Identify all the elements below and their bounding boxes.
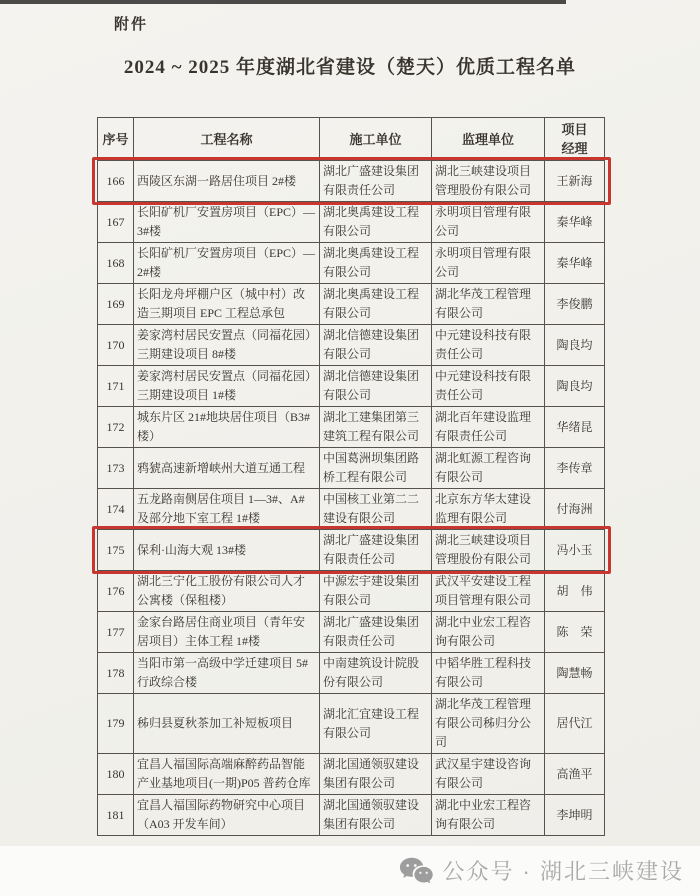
- supervision-unit-cell: 湖北中业宏工程咨询有限公司: [432, 612, 545, 653]
- project-name-cell: 城东片区 21#地块居住项目（B3#楼）: [134, 407, 320, 448]
- table-row: [98, 612, 605, 653]
- project-manager-cell: 冯小玉: [545, 530, 605, 571]
- project-name-cell: 当阳市第一高级中学迁建项目 5#行政综合楼: [134, 653, 320, 694]
- project-name-cell: 五龙路南侧居住项目 1—3#、A#及部分地下室工程 1#楼: [134, 489, 320, 530]
- col-header-supervisor: 监理单位: [432, 118, 545, 161]
- table-row: [98, 243, 605, 284]
- row-number: 177: [98, 612, 134, 653]
- row-number: 173: [98, 448, 134, 489]
- project-name-cell: 宜昌人福国际药物研究中心项目（A03 开发车间）: [134, 795, 320, 836]
- supervision-unit-cell: 永明项目管理有限公司: [432, 202, 545, 243]
- project-name-cell: 姜家湾村居民安置点（同福花园）三期建设项目 8#楼: [134, 325, 320, 366]
- col-header-project: 工程名称: [134, 118, 320, 161]
- construction-unit-cell: 湖北广盛建设集团有限责任公司: [320, 161, 432, 202]
- construction-unit-cell: 湖北奥禹建设工程有限公司: [320, 284, 432, 325]
- row-number: 174: [98, 489, 134, 530]
- table-row: [98, 325, 605, 366]
- row-number: 167: [98, 202, 134, 243]
- table-header: [98, 118, 605, 161]
- col-header-index: 序号: [98, 118, 134, 161]
- project-manager-cell: 李俊鹏: [545, 284, 605, 325]
- construction-unit-cell: 中南建筑设计院股份有限公司: [320, 653, 432, 694]
- construction-unit-cell: 中国核工业第二二建设有限公司: [320, 489, 432, 530]
- projects-table: [97, 117, 605, 836]
- wechat-watermark: [399, 855, 684, 886]
- construction-unit-cell: 湖北工建集团第三建筑工程有限公司: [320, 407, 432, 448]
- row-number: 175: [98, 530, 134, 571]
- table-row: [98, 161, 605, 202]
- project-manager-cell: 高渔平: [545, 754, 605, 795]
- supervision-unit-cell: 中元建设科技有限责任公司: [432, 325, 545, 366]
- supervision-unit-cell: 湖北百年建设监理有限责任公司: [432, 407, 545, 448]
- table-row: [98, 694, 605, 754]
- project-name-cell: 湖北三宁化工股份有限公司人才公寓楼（保租楼）: [134, 571, 320, 612]
- row-number: 166: [98, 161, 134, 202]
- table-row: [98, 530, 605, 571]
- supervision-unit-cell: 湖北三峡建设项目管理股份有限公司: [432, 161, 545, 202]
- scan-edge-artifact: [0, 0, 566, 4]
- table-row: [98, 407, 605, 448]
- supervision-unit-cell: 武汉星宇建设咨询有限公司: [432, 754, 545, 795]
- construction-unit-cell: 湖北奥禹建设工程有限公司: [320, 202, 432, 243]
- row-number: 169: [98, 284, 134, 325]
- table-row: [98, 284, 605, 325]
- supervision-unit-cell: 湖北华茂工程管理有限公司: [432, 284, 545, 325]
- construction-unit-cell: 中源宏宇建设集团有限公司: [320, 571, 432, 612]
- header-row: [98, 118, 605, 161]
- project-manager-cell: 胡 伟: [545, 571, 605, 612]
- project-name-cell: 保利·山海大观 13#楼: [134, 530, 320, 571]
- project-name-cell: 宜昌人福国际高端麻醉药品智能产业基地项目(一期)P05 普药仓库: [134, 754, 320, 795]
- project-name-cell: 鸦猇高速新增峡州大道互通工程: [134, 448, 320, 489]
- construction-unit-cell: 湖北奥禹建设工程有限公司: [320, 243, 432, 284]
- project-manager-cell: 华绪昆: [545, 407, 605, 448]
- projects-table-wrap: [97, 117, 604, 836]
- construction-unit-cell: 湖北广盛建设集团有限责任公司: [320, 530, 432, 571]
- table-row: [98, 202, 605, 243]
- project-manager-cell: 秦华峰: [545, 243, 605, 284]
- project-name-cell: 长阳矿机厂安置房项目（EPC）—3#楼: [134, 202, 320, 243]
- row-number: 170: [98, 325, 134, 366]
- col-header-manager: 项目经理: [545, 118, 605, 161]
- project-name-cell: 长阳矿机厂安置房项目（EPC）—2#楼: [134, 243, 320, 284]
- supervision-unit-cell: 中元建设科技有限责任公司: [432, 366, 545, 407]
- row-number: 180: [98, 754, 134, 795]
- table-row: [98, 795, 605, 836]
- project-manager-cell: 王新海: [545, 161, 605, 202]
- project-name-cell: 秭归县夏秋茶加工补短板项目: [134, 694, 320, 754]
- project-name-cell: 姜家湾村居民安置点（同福花园）三期建设项目 1#楼: [134, 366, 320, 407]
- project-manager-cell: 陶良均: [545, 325, 605, 366]
- project-name-cell: 金家台路居住商业项目（青年安居项目）主体工程 1#楼: [134, 612, 320, 653]
- project-manager-cell: 李坤明: [545, 795, 605, 836]
- supervision-unit-cell: 永明项目管理有限公司: [432, 243, 545, 284]
- supervision-unit-cell: 湖北中业宏工程咨询有限公司: [432, 795, 545, 836]
- project-manager-cell: 陈 荣: [545, 612, 605, 653]
- table-body: [98, 161, 605, 836]
- table-row: [98, 366, 605, 407]
- supervision-unit-cell: 湖北虹源工程咨询有限公司: [432, 448, 545, 489]
- row-number: 171: [98, 366, 134, 407]
- supervision-unit-cell: 北京东方华太建设监理有限公司: [432, 489, 545, 530]
- construction-unit-cell: 湖北信德建设集团有限公司: [320, 366, 432, 407]
- supervision-unit-cell: 中韬华胜工程科技有限公司: [432, 653, 545, 694]
- project-name-cell: 长阳龙舟坪棚户区（城中村）改造三期项目 EPC 工程总承包: [134, 284, 320, 325]
- row-number: 172: [98, 407, 134, 448]
- supervision-unit-cell: 湖北华茂工程管理有限公司秭归分公司: [432, 694, 545, 754]
- project-name-cell: 西陵区东湖一路居住项目 2#楼: [134, 161, 320, 202]
- document-title: 2024 ~ 2025 年度湖北省建设（楚天）优质工程名单: [123, 57, 577, 78]
- row-number: 181: [98, 795, 134, 836]
- supervision-unit-cell: 湖北三峡建设项目管理股份有限公司: [432, 530, 545, 571]
- wechat-icon: [399, 856, 433, 886]
- row-number: 178: [98, 653, 134, 694]
- construction-unit-cell: 湖北国通领驭建设集团有限公司: [320, 754, 432, 795]
- project-manager-cell: 秦华峰: [545, 202, 605, 243]
- construction-unit-cell: 湖北国通领驭建设集团有限公司: [320, 795, 432, 836]
- project-manager-cell: 李传章: [545, 448, 605, 489]
- project-manager-cell: 陶良均: [545, 366, 605, 407]
- construction-unit-cell: 湖北广盛建设集团有限责任公司: [320, 612, 432, 653]
- construction-unit-cell: 中国葛洲坝集团路桥工程有限公司: [320, 448, 432, 489]
- row-number: 168: [98, 243, 134, 284]
- row-number: 179: [98, 694, 134, 754]
- project-manager-cell: 付海洲: [545, 489, 605, 530]
- attachment-label: 附件: [114, 17, 149, 33]
- project-manager-cell: 居代江: [545, 694, 605, 754]
- construction-unit-cell: 湖北汇宜建设工程有限公司: [320, 694, 432, 754]
- col-header-builder: 施工单位: [320, 118, 432, 161]
- table-row: [98, 489, 605, 530]
- table-row: [98, 571, 605, 612]
- supervision-unit-cell: 武汉平安建设工程项目管理有限公司: [432, 571, 545, 612]
- row-number: 176: [98, 571, 134, 612]
- table-row: [98, 448, 605, 489]
- table-row: [98, 754, 605, 795]
- table-row: [98, 653, 605, 694]
- project-manager-cell: 陶慧畅: [545, 653, 605, 694]
- construction-unit-cell: 湖北信德建设集团有限公司: [320, 325, 432, 366]
- watermark-text: 公众号 · 湖北三峡建设: [442, 859, 684, 884]
